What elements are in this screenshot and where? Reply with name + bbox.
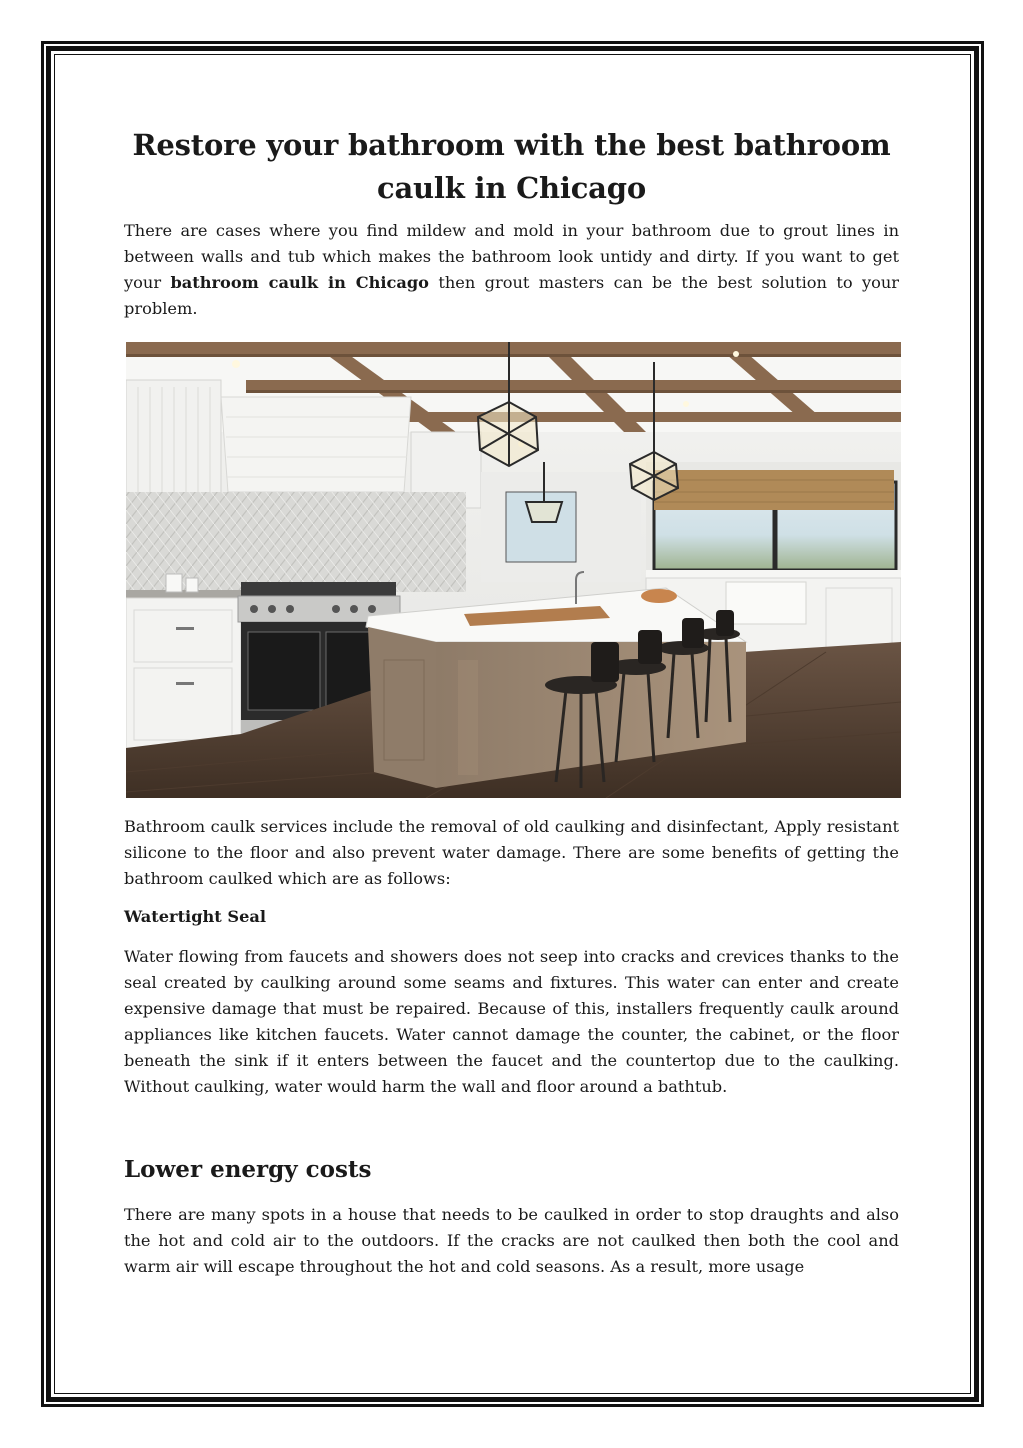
watertight-seal-heading: Watertight Seal [124, 907, 267, 926]
services-paragraph: Bathroom caulk services include the removal of old caulking and disinfectant, Apply resistant silicone to the floor and also prevent water damage. There are some benefits of getting the bathroom caulked which are as follows: [124, 817, 899, 888]
document-body [124, 124, 899, 1280]
intro-paragraph [124, 218, 899, 322]
document-title: Restore your bathroom with the best bathroom caulk in Chicago [132, 128, 891, 205]
intro-keyword: bathroom caulk in Chicago [170, 273, 429, 292]
kitchen-photo [126, 342, 901, 798]
intro-text-end: then grout masters can be the best solution to your problem. [124, 273, 899, 318]
lower-energy-costs-heading: Lower energy costs [124, 1156, 372, 1183]
intro-text-start: There are cases where you find mildew and mold in your bathroom due to grout lines in between walls and tub which makes the bathroom look untidy and dirty. If you want to get your [124, 221, 899, 292]
watertight-seal-paragraph: Water flowing from faucets and showers does not seep into cracks and crevices thanks to the seal created by caulking around some seams and fixtures. This water can enter and create expensive damage that must be repaired. Because of this, installers frequently caulk around appliances like kitchen faucets. Water cannot damage the counter, the cabinet, or the floor beneath the sink if it enters between the faucet and the countertop due to the caulking. Without caulking, water would harm the wall and floor around a bathtub. [124, 947, 899, 1096]
lower-energy-costs-paragraph: There are many spots in a house that needs to be caulked in order to stop draughts and also the hot and cold air to the outdoors. If the cracks are not caulked then both the cool and warm air will escape throughout the hot and cold seasons. As a result, more usage [124, 1205, 899, 1276]
